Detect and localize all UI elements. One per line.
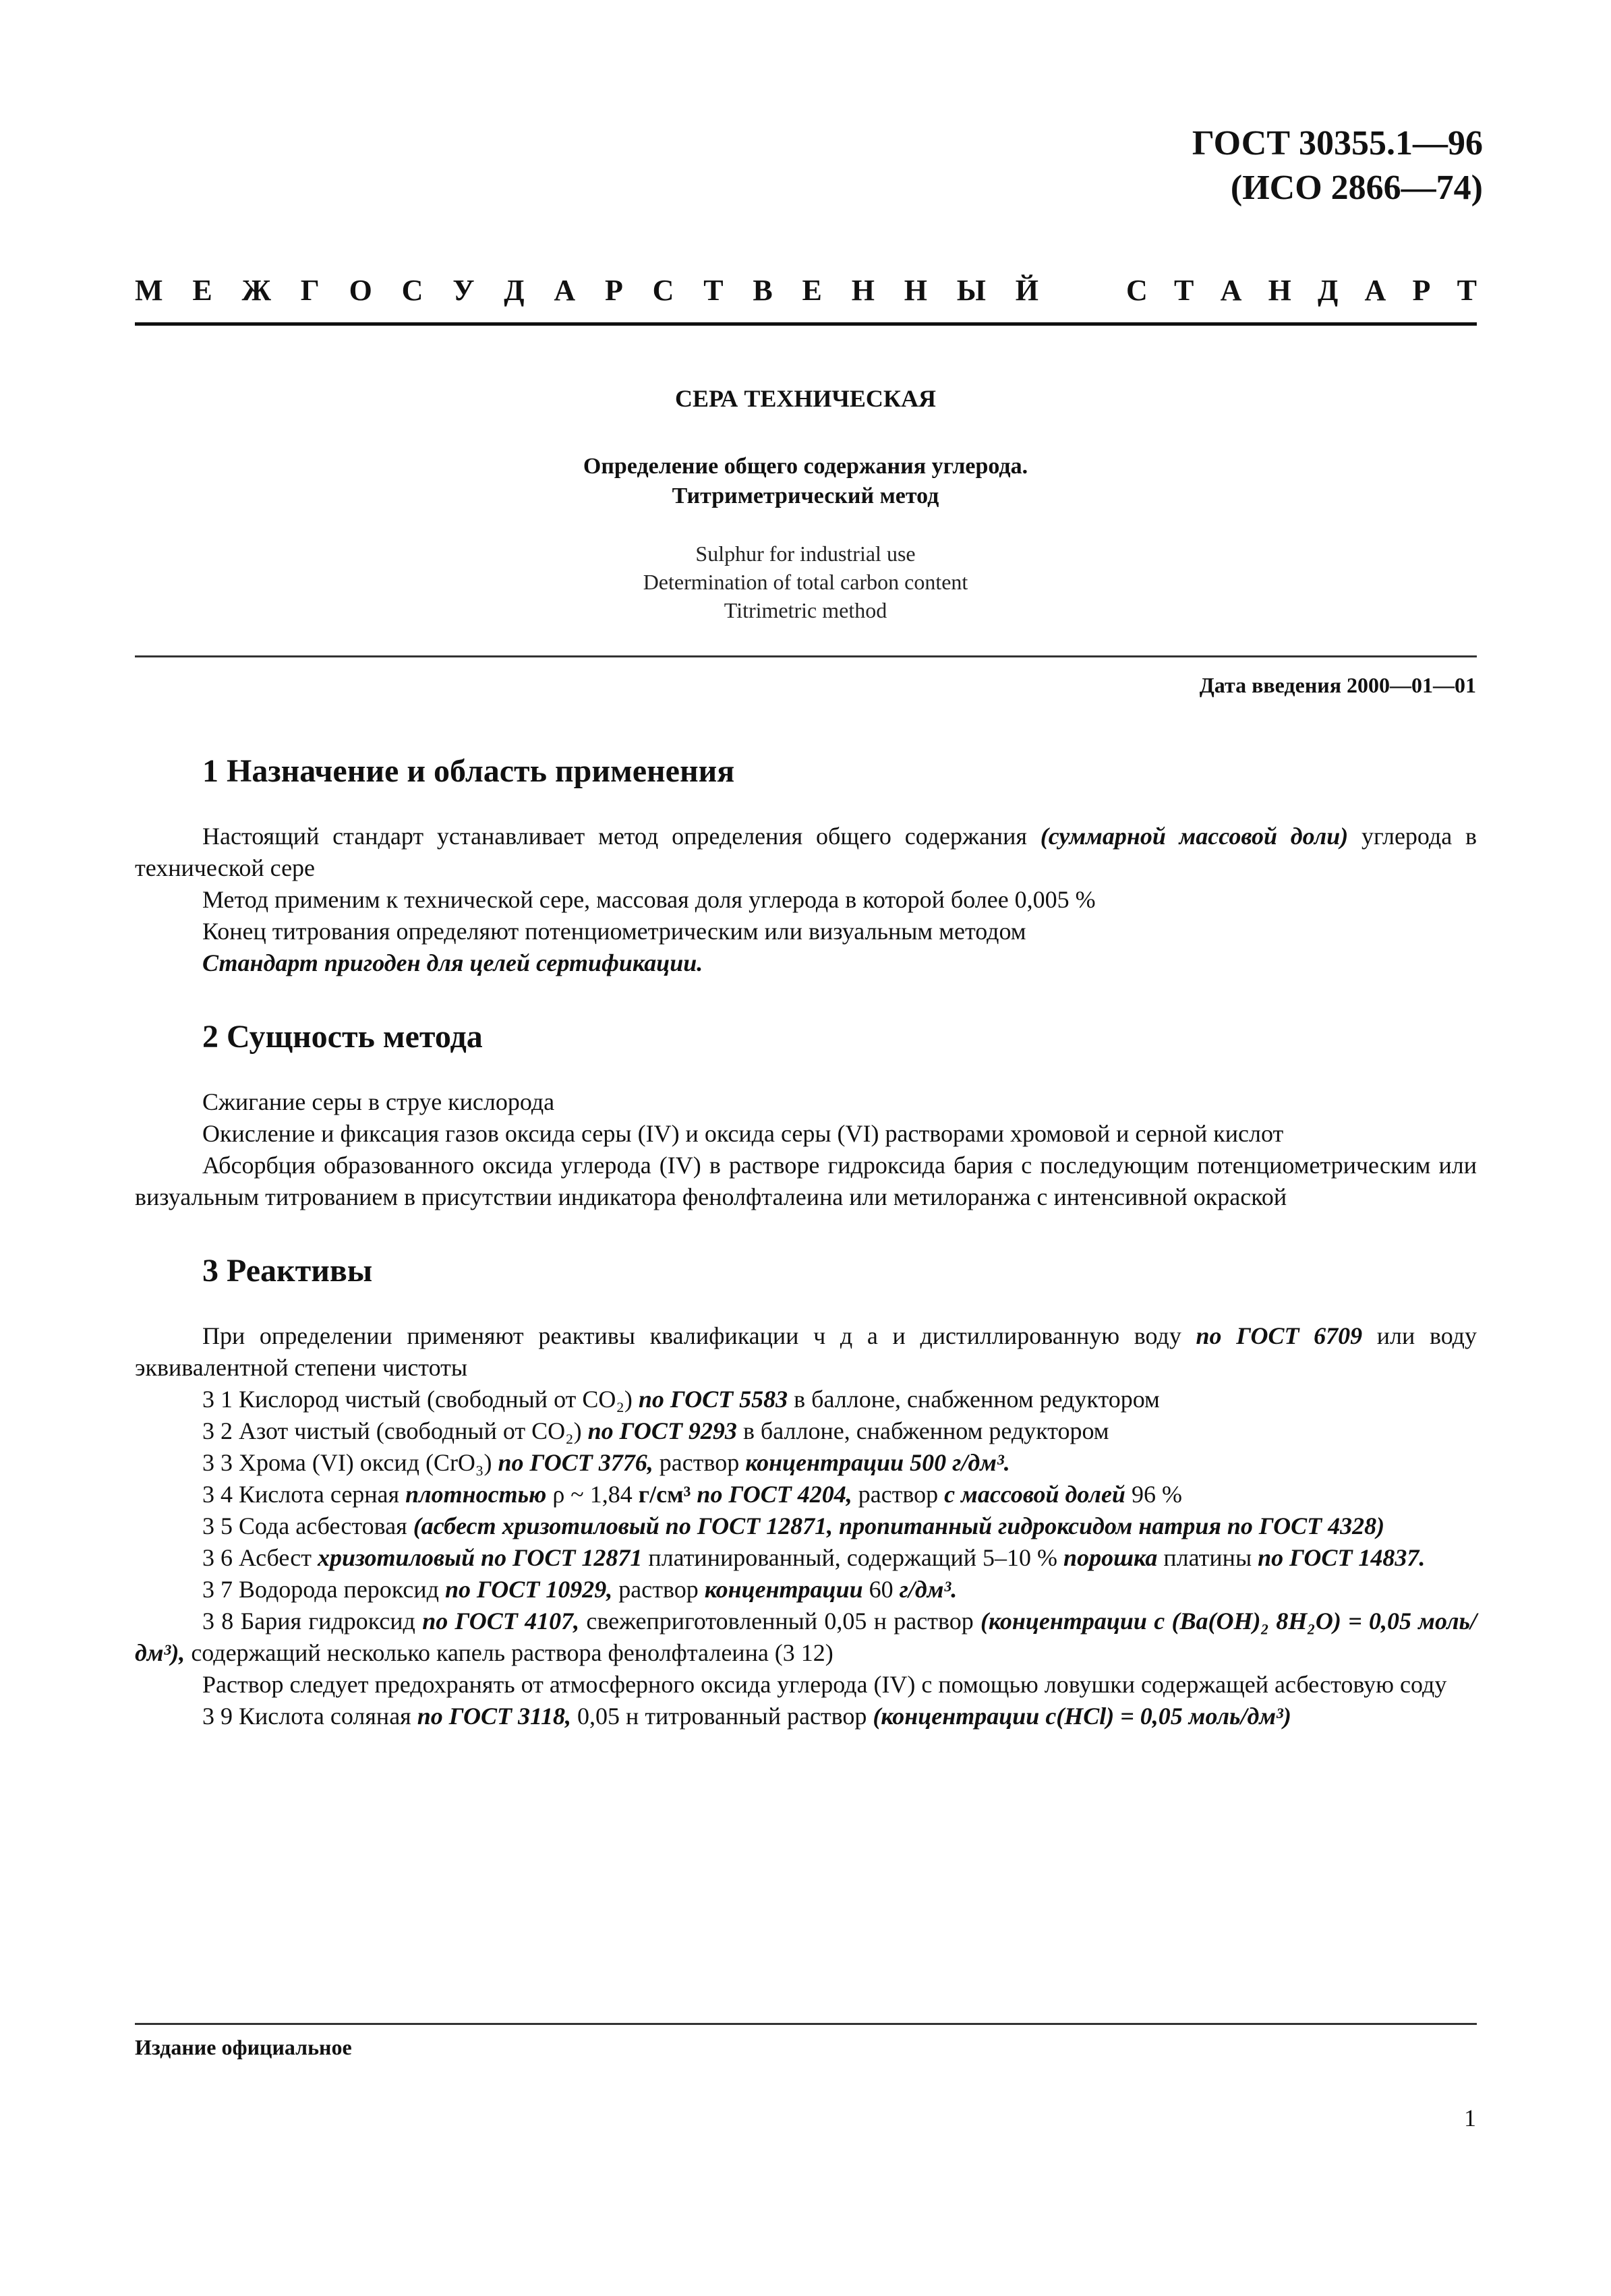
text-run-emphasis: концентрации <box>704 1576 863 1603</box>
english-title-line-2: Determination of total carbon content <box>643 570 968 594</box>
banner-letter: Т <box>1457 274 1477 307</box>
text-run: в баллоне, снабженном редуктором <box>788 1386 1160 1413</box>
text-run: Настоящий стандарт устанавливает метод определения общего содержания <box>202 823 1041 850</box>
text-run-emphasis: (концентрации с (Ba(OH)₂ 8H₂O) = 0,05 моль/дм³), <box>135 1608 1477 1666</box>
banner-word-interstate <box>135 273 1038 307</box>
banner-letter: Н <box>851 274 875 307</box>
text-run-emphasis: порошка <box>1063 1544 1158 1571</box>
document-body <box>135 755 1477 1732</box>
text-run-emphasis: г/дм³. <box>899 1576 958 1603</box>
standard-banner <box>135 273 1477 307</box>
item-3-6 <box>135 1542 1477 1574</box>
item-3-1 <box>135 1384 1477 1415</box>
effective-date: Дата введения 2000—01—01 <box>1199 673 1476 697</box>
section-1-paragraph-3: Конец титрования определяют потенциометрическим или визуальным методом <box>202 918 1026 945</box>
subtitle-line-1: Определение общего содержания углерода. <box>583 454 1028 479</box>
section-1-paragraph-2: Метод применим к технической сере, массовая доля углерода в которой более 0,005 % <box>202 886 1096 913</box>
english-title-line-1: Sulphur for industrial use <box>695 541 916 566</box>
text-run: 3 7 Водорода пероксид <box>202 1576 445 1603</box>
edition-label: Издание официальное <box>135 2035 352 2059</box>
text-run: раствор <box>612 1576 705 1603</box>
banner-letter: Р <box>604 274 623 307</box>
document-subtitle <box>0 452 1611 511</box>
text-run: 0,05 н титрованный раствор <box>571 1703 873 1730</box>
text-run: 3 6 Асбест <box>202 1544 318 1571</box>
banner-letter: С <box>652 274 674 307</box>
banner-letter: В <box>753 274 773 307</box>
section-3-intro <box>135 1320 1477 1384</box>
banner-letter: А <box>1364 274 1386 307</box>
text-run-emphasis: по ГОСТ 3776, <box>498 1449 653 1476</box>
banner-letter: Е <box>802 274 822 307</box>
item-3-4 <box>135 1479 1477 1510</box>
text-run: платинированный, содержащий 5–10 % <box>642 1544 1064 1571</box>
text-run: раствор <box>852 1481 945 1508</box>
banner-letter: С <box>1126 274 1148 307</box>
text-run-emphasis: по ГОСТ 4107, <box>422 1608 580 1635</box>
banner-letter: Р <box>1412 274 1431 307</box>
section-2-paragraph-1: Сжигание серы в струе кислорода <box>202 1088 555 1115</box>
text-run-emphasis: плотностью <box>405 1481 547 1508</box>
banner-letter: Т <box>703 274 724 307</box>
text-run-emphasis: (концентрации с(HCl) = 0,05 моль/дм³) <box>873 1703 1291 1730</box>
item-3-8 <box>135 1606 1477 1669</box>
iso-number: (ИСО 2866—74) <box>1230 169 1483 207</box>
text-run-emphasis: (суммарной массовой доли) <box>1040 823 1349 850</box>
text-run: 3 2 Азот чистый (свободный от CO₂) <box>202 1417 588 1444</box>
title-rule <box>135 655 1477 657</box>
text-run-emphasis: по ГОСТ 5583 <box>638 1386 788 1413</box>
banner-rule <box>135 322 1477 326</box>
banner-letter: М <box>135 274 163 307</box>
item-3-5 <box>135 1510 1477 1542</box>
banner-letter: Ы <box>956 274 986 307</box>
text-run-emphasis: по ГОСТ 4204, <box>691 1481 852 1508</box>
document-title: СЕРА ТЕХНИЧЕСКАЯ <box>675 385 936 412</box>
section-2-paragraph-2: Окисление и фиксация газов оксида серы (IV) и оксида серы (VI) растворами хромовой и серной кислот <box>202 1120 1284 1147</box>
text-run-emphasis: концентрации 500 г/дм³. <box>745 1449 1010 1476</box>
section-1-heading: 1 Назначение и область применения <box>202 753 735 789</box>
text-run: 3 1 Кислород чистый (свободный от CO₂) <box>202 1386 639 1413</box>
section-2-heading: 2 Сущность метода <box>202 1019 483 1055</box>
banner-letter: Д <box>504 274 525 307</box>
page-number: 1 <box>1464 2104 1476 2131</box>
english-title-line-3: Titrimetric method <box>724 598 887 622</box>
subtitle-line-2: Титриметрический метод <box>672 483 939 508</box>
banner-word-standard <box>1126 273 1477 307</box>
text-run-emphasis: (асбест хризотиловый по ГОСТ 12871, пропитанный гидроксидом натрия по ГОСТ 4328) <box>413 1512 1385 1539</box>
english-title <box>0 539 1611 624</box>
section-3-heading: 3 Реактивы <box>202 1253 373 1289</box>
banner-letter: Н <box>904 274 927 307</box>
banner-letter: Ж <box>241 274 271 307</box>
text-run-emphasis: по ГОСТ 6709 <box>1196 1322 1363 1349</box>
banner-letter: Е <box>192 274 212 307</box>
section-1-paragraph-4: Стандарт пригоден для целей сертификации. <box>202 949 703 976</box>
text-run: содержащий несколько капель раствора фенолфталеина (3 12) <box>185 1639 833 1666</box>
text-run: 60 <box>862 1576 900 1603</box>
text-run: свежеприготовленный 0,05 н раствор <box>579 1608 981 1635</box>
text-run: 3 9 Кислота соляная <box>202 1703 417 1730</box>
text-run-bold: г/см³ <box>638 1481 691 1508</box>
item-3-7 <box>135 1574 1477 1606</box>
text-run: 96 % <box>1125 1481 1182 1508</box>
banner-letter: Й <box>1015 274 1038 307</box>
text-run: 3 4 Кислота серная <box>202 1481 406 1508</box>
text-run: в баллоне, снабженном редуктором <box>736 1417 1109 1444</box>
text-run: 3 8 Бария гидроксид <box>202 1608 423 1635</box>
text-run: углерода в технической сере <box>135 823 1477 881</box>
banner-letter: У <box>452 274 475 307</box>
item-3-8-note: Раствор следует предохранять от атмосферного оксида углерода (IV) с помощью ловушки содержащей асбестовую соду <box>202 1671 1447 1698</box>
item-3-9 <box>135 1701 1477 1732</box>
footer-rule <box>135 2023 1477 2025</box>
banner-letter: Н <box>1268 274 1291 307</box>
gost-designation <box>1192 121 1483 210</box>
text-run: или воду эквивалентной степени чистоты <box>135 1322 1477 1381</box>
banner-letter: А <box>554 274 576 307</box>
text-run-emphasis: по ГОСТ 3118, <box>417 1703 572 1730</box>
text-run-emphasis: по ГОСТ 9293 <box>587 1417 737 1444</box>
text-run-emphasis: хризотиловый по ГОСТ 12871 <box>317 1544 643 1571</box>
banner-letter: Д <box>1318 274 1339 307</box>
text-run-emphasis: по ГОСТ 14837. <box>1258 1544 1426 1571</box>
section-2-paragraph-3: Абсорбция образованного оксида углерода (IV) в растворе гидроксида бария с последующим потенциометрическим или визуальным титрованием в присутствии индикатора фенолфталеина или метилоранжа с интенсивной окраской <box>135 1152 1477 1210</box>
banner-letter: Т <box>1174 274 1194 307</box>
gost-number: ГОСТ 30355.1—96 <box>1192 124 1483 163</box>
section-1-paragraph-1 <box>135 821 1477 884</box>
text-run-emphasis: с массовой долей <box>944 1481 1125 1508</box>
text-run: ρ ~ 1,84 <box>546 1481 639 1508</box>
text-run: При определении применяют реактивы квалификации ч д а и дистиллированную воду <box>202 1322 1196 1349</box>
banner-letter: Г <box>300 274 320 307</box>
text-run: платины <box>1157 1544 1258 1571</box>
banner-letter: А <box>1220 274 1242 307</box>
item-3-3 <box>135 1447 1477 1479</box>
text-run: 3 5 Сода асбестовая <box>202 1512 413 1539</box>
text-run: 3 3 Хрома (VI) оксид (CrO₃) <box>202 1449 498 1476</box>
text-run: раствор <box>653 1449 746 1476</box>
banner-letter: С <box>401 274 423 307</box>
text-run-emphasis: по ГОСТ 10929, <box>444 1576 613 1603</box>
item-3-2 <box>135 1415 1477 1447</box>
banner-letter: О <box>349 274 372 307</box>
